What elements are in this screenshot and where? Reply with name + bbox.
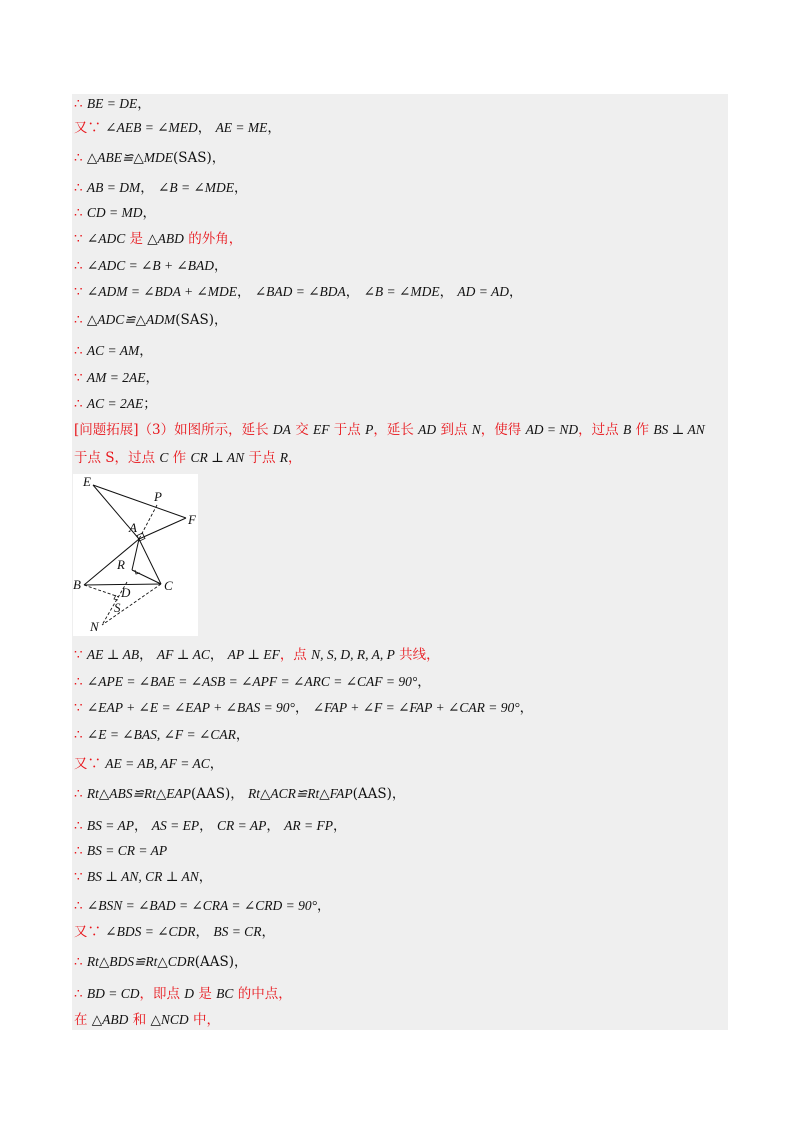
proof-line (74, 782, 405, 806)
text-segment: ，延长 (373, 422, 419, 438)
text-segment: ， (195, 924, 214, 940)
math-expression: AD = AD (457, 284, 509, 299)
math-expression: ∠ADM = ∠BDA + ∠MDE (86, 284, 238, 299)
text-segment: ， (197, 120, 216, 136)
dashed-CN (102, 584, 161, 625)
math-expression: △ABE≌△MDE (86, 150, 173, 165)
text-segment: 又∵ (74, 120, 106, 136)
math-expression: BS = AP (86, 818, 134, 833)
dashed-PA (139, 505, 157, 539)
text-segment: ， (332, 818, 347, 834)
math-expression: CD = MD (86, 205, 143, 220)
math-expression: ∠B = ∠MDE (363, 284, 440, 299)
text-segment: ， (134, 818, 152, 834)
math-expression: ∠B = ∠MDE (158, 180, 235, 195)
text-segment: 是 (125, 231, 148, 247)
text-segment: ∴ (74, 150, 87, 166)
math-expression: BS ⊥ AN (653, 422, 705, 437)
text-segment: [问题拓展]（3）如图所示，延长 (74, 422, 273, 438)
text-segment: ， (417, 674, 431, 690)
text-segment: ∴ (74, 954, 87, 970)
math-expression: AS = EP (151, 818, 200, 833)
text-segment: ∴ (74, 343, 87, 359)
text-segment: 和 (128, 1012, 151, 1028)
math-expression: ∠APE = ∠BAE = ∠ASB = ∠APF = ∠ARC = ∠CAF = 90° (86, 674, 418, 689)
text-segment: ，即点 (139, 986, 185, 1002)
label-F: F (188, 512, 196, 527)
text-segment: ∴ (74, 396, 87, 412)
text-segment: ， (261, 924, 275, 940)
math-expression: ∠EAP + ∠E = ∠EAP + ∠BAS = 90° (86, 700, 295, 715)
segment-AC (139, 539, 161, 584)
proof-line (74, 176, 248, 200)
proof-line (74, 865, 212, 889)
proof-line (74, 723, 249, 747)
text-segment: ， (294, 700, 313, 716)
math-expression: AE = AB, AF = AC (105, 756, 210, 771)
proof-line (74, 894, 330, 918)
text-segment: ∴ (74, 258, 87, 274)
proof-line (74, 227, 242, 251)
math-expression: ∠BSN = ∠BAD = ∠CRA = ∠CRD = 90° (86, 898, 317, 913)
math-expression: BS = CR (213, 924, 262, 939)
label-E: E (83, 474, 91, 489)
text-segment: ∴ (74, 843, 87, 859)
text-segment: ∴ (74, 312, 87, 328)
proof-line (74, 920, 275, 944)
proof-line (74, 201, 156, 225)
text-segment: ， (519, 700, 534, 716)
text-segment: 在 (74, 1012, 92, 1028)
dashed-BS (84, 585, 119, 597)
text-segment: ， (139, 647, 157, 663)
label-P: P (154, 489, 162, 504)
math-expression: △ABD (147, 231, 184, 246)
text-segment: ； (143, 396, 157, 412)
math-expression: ∠BDS = ∠CDR (105, 924, 196, 939)
proof-line (74, 670, 431, 694)
text-segment: ， (139, 343, 153, 359)
math-expression: AE ⊥ AB (86, 647, 140, 662)
proof-line (74, 418, 705, 442)
label-S: S (114, 600, 121, 615)
text-segment: ，使得 (480, 422, 526, 438)
math-expression: Rt△BDS≌Rt△CDR (86, 954, 195, 969)
proof-line (74, 839, 167, 863)
math-expression: P (365, 422, 374, 437)
math-expression: △ABD (91, 1012, 129, 1027)
math-expression: Rt△ABS≌Rt△EAP (86, 786, 191, 801)
proof-line (74, 696, 533, 720)
math-expression: AF ⊥ AC (156, 647, 210, 662)
math-expression: AC = 2AE (86, 396, 144, 411)
segment-AF (139, 518, 186, 539)
proof-line (74, 92, 151, 116)
text-segment: ∴ (74, 786, 87, 802)
text-segment: 的外角， (183, 231, 243, 247)
text-segment: ， (145, 370, 159, 386)
text-segment: 作 (631, 422, 654, 438)
text-segment: 是 (194, 986, 217, 1002)
proof-line (74, 752, 223, 776)
math-expression: BD = CD (86, 986, 140, 1001)
text-segment: ∴ (74, 986, 87, 1002)
text-segment: ∵ (74, 284, 87, 300)
math-expression: BE = DE (86, 96, 138, 111)
text-segment: ， (234, 180, 248, 196)
text-segment: ， (137, 96, 151, 112)
proof-line (74, 116, 281, 140)
proof-line (74, 308, 228, 332)
text-segment: ， (316, 898, 331, 914)
text-segment: ， (345, 284, 364, 300)
text-segment: 的中点， (233, 986, 292, 1002)
text-segment: ， (198, 869, 213, 885)
label-B: B (73, 577, 81, 592)
text-segment: (AAS)， (194, 954, 248, 970)
text-segment: ∵ (74, 700, 87, 716)
label-D: D (121, 585, 131, 600)
label-R: R (117, 557, 125, 572)
text-segment: 到点 (436, 422, 472, 438)
math-expression: ∠BAD = ∠BDA (254, 284, 346, 299)
math-expression: AE = ME (215, 120, 268, 135)
geometry-diagram (73, 474, 198, 636)
text-segment: ，点 (279, 647, 312, 663)
text-segment: ∴ (74, 818, 87, 834)
math-expression: ∠E = ∠BAS, ∠F = ∠CAR (86, 727, 236, 742)
proof-line (74, 254, 228, 278)
math-expression: AC = AM (86, 343, 140, 358)
math-expression: ∠ADC = ∠B + ∠BAD (86, 258, 215, 273)
math-expression: D (184, 986, 195, 1001)
text-segment: 中， (188, 1012, 220, 1028)
text-segment: ∴ (74, 180, 87, 196)
proof-line (74, 643, 440, 667)
text-segment: ， (209, 756, 224, 772)
math-expression: ∠FAP + ∠F = ∠FAP + ∠CAR = 90° (312, 700, 520, 715)
math-expression: BC (216, 986, 234, 1001)
math-expression: DA (272, 422, 291, 437)
math-expression: AP ⊥ EF (227, 647, 280, 662)
text-segment: ∴ (74, 674, 87, 690)
right-angle-mark-R (135, 570, 140, 574)
text-segment: 作 (168, 450, 191, 466)
text-segment: ， (142, 205, 156, 221)
segment-RC (132, 570, 161, 584)
text-segment: (SAS)， (172, 150, 226, 166)
math-expression: BS ⊥ AN, CR ⊥ AN (86, 869, 199, 884)
math-expression: ∠ADC (86, 231, 126, 246)
text-segment: 于点 (244, 450, 280, 466)
math-expression: △NCD (150, 1012, 189, 1027)
proof-line (74, 392, 157, 416)
text-segment: ∵ (74, 647, 87, 663)
text-segment: ∵ (74, 869, 87, 885)
text-segment: ∴ (74, 727, 87, 743)
text-segment: 交 (290, 422, 314, 438)
text-segment: 又∵ (74, 924, 106, 940)
text-segment: ∵ (74, 370, 87, 386)
text-segment: ， (209, 647, 228, 663)
math-expression: AD = ND (525, 422, 579, 437)
segment-AB (84, 539, 139, 585)
text-segment: ∴ (74, 96, 87, 112)
label-A: A (129, 520, 137, 535)
text-segment: ， (140, 180, 159, 196)
label-N: N (90, 619, 99, 634)
text-segment: ， (508, 284, 523, 300)
proof-line (74, 339, 153, 363)
text-segment: (AAS)， (190, 786, 249, 802)
math-expression: ∠AEB = ∠MED (105, 120, 198, 135)
text-segment: 又∵ (74, 756, 106, 772)
text-segment: ，过点 (578, 422, 623, 438)
proof-line (74, 446, 302, 470)
math-expression: CR = AP (216, 818, 267, 833)
math-expression: BS = CR = AP (86, 843, 168, 858)
math-expression: AR = FP (284, 818, 333, 833)
proof-line (74, 982, 292, 1006)
math-expression: △ADC≌△ADM (86, 312, 176, 327)
math-expression: AD (418, 422, 437, 437)
math-expression: AM = 2AE (86, 370, 146, 385)
text-segment: (SAS)， (175, 312, 228, 328)
math-expression: N, S, D, R, A, P (311, 647, 395, 662)
proof-line (74, 950, 248, 974)
text-segment: ， (266, 818, 285, 834)
text-segment: ∵ (74, 231, 87, 247)
text-segment: ∴ (74, 898, 87, 914)
proof-line (74, 280, 522, 304)
math-expression: R (279, 450, 289, 465)
text-segment: ， (288, 450, 302, 466)
math-expression: CR ⊥ AN (190, 450, 245, 465)
proof-line (74, 146, 225, 170)
text-segment: ， (439, 284, 458, 300)
math-expression: B (622, 422, 632, 437)
math-expression: AB = DM (86, 180, 141, 195)
text-segment: ， (267, 120, 281, 136)
label-C: C (164, 578, 173, 593)
text-segment: 于点 S，过点 (74, 450, 160, 466)
math-expression: Rt△ACR≌Rt△FAP (248, 786, 353, 801)
text-segment: 共线， (394, 647, 440, 663)
text-segment: (AAS)， (352, 786, 406, 802)
text-segment: ， (214, 258, 228, 274)
text-segment: ， (235, 727, 250, 743)
proof-line (74, 1008, 220, 1032)
text-segment: ， (237, 284, 255, 300)
text-segment: ， (199, 818, 217, 834)
math-expression: EF (313, 422, 330, 437)
proof-line (74, 814, 346, 838)
text-segment: ∴ (74, 205, 87, 221)
proof-line (74, 366, 159, 390)
math-expression: N (471, 422, 481, 437)
text-segment: 于点 (329, 422, 366, 438)
geometry-figure (73, 474, 198, 636)
math-expression: C (159, 450, 169, 465)
